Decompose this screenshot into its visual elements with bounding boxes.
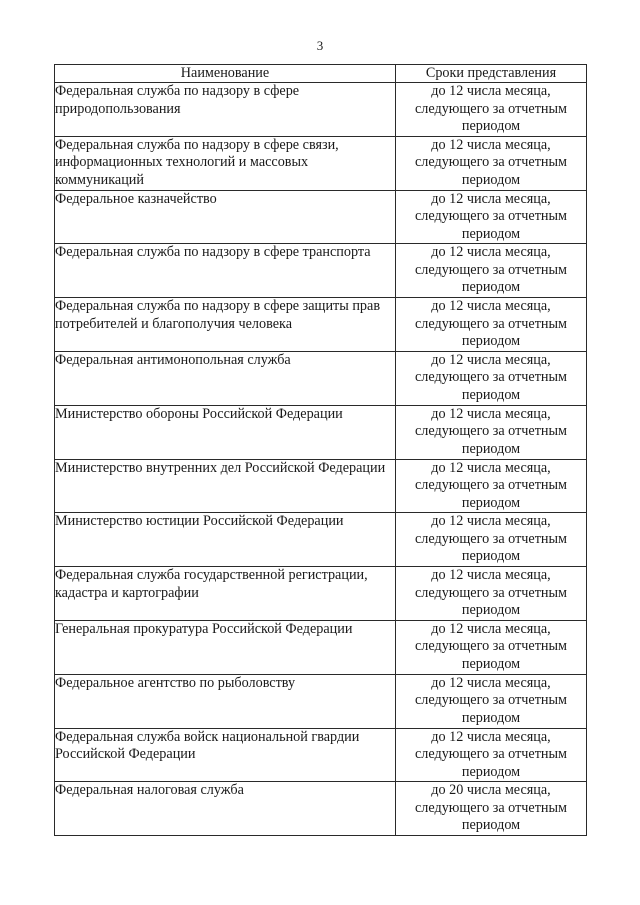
deadline-cell — [396, 298, 587, 352]
deadline-line: следующего за отчетным — [414, 261, 568, 278]
deadline-cell — [396, 674, 587, 728]
table-row — [55, 244, 587, 298]
deadline-cell — [396, 728, 587, 782]
deadline-line: до 12 числа месяца, — [431, 405, 551, 422]
agency-name-cell: Федеральное агентство по рыболовству — [55, 674, 396, 728]
reporting-deadlines-table — [54, 64, 587, 836]
table-row — [55, 405, 587, 459]
deadline-line: периодом — [461, 763, 521, 780]
table-row — [55, 728, 587, 782]
deadline-cell — [396, 405, 587, 459]
deadline-cell — [396, 513, 587, 567]
deadline-cell — [396, 782, 587, 836]
deadline-line: до 12 числа месяца, — [431, 136, 551, 153]
deadline-line: следующего за отчетным — [414, 746, 568, 763]
agency-name-cell: Министерство обороны Российской Федерации — [55, 405, 396, 459]
deadline-cell — [396, 620, 587, 674]
agency-name-cell: Федеральная служба по надзору в сфере защиты прав потребителей и благополучия человека — [55, 298, 396, 352]
table-row — [55, 620, 587, 674]
agency-name-cell: Министерство юстиции Российской Федерации — [55, 513, 396, 567]
column-header-name: Наименование — [55, 65, 396, 83]
deadline-line: до 12 числа месяца, — [431, 459, 551, 476]
deadline-line: периодом — [461, 225, 521, 242]
deadline-line: периодом — [461, 655, 521, 672]
deadline-line: периодом — [461, 709, 521, 726]
table-row — [55, 567, 587, 621]
agency-name-cell: Федеральная служба по надзору в сфере природопользования — [55, 83, 396, 137]
deadline-line: до 12 числа месяца, — [431, 351, 551, 368]
deadline-cell — [396, 190, 587, 244]
agency-name-cell: Федеральное казначейство — [55, 190, 396, 244]
deadline-line: периодом — [461, 171, 521, 188]
table-row — [55, 351, 587, 405]
table-row — [55, 83, 587, 137]
deadline-line: периодом — [461, 279, 521, 296]
deadline-cell — [396, 351, 587, 405]
deadline-line: периодом — [461, 118, 521, 134]
deadline-line: до 12 числа месяца, — [431, 620, 551, 637]
agency-name-cell: Генеральная прокуратура Российской Федерации — [55, 620, 396, 674]
deadline-line: следующего за отчетным — [414, 423, 568, 440]
deadline-line: следующего за отчетным — [414, 369, 568, 386]
table-row — [55, 190, 587, 244]
deadline-line: периодом — [461, 602, 521, 619]
table-row — [55, 298, 587, 352]
page-number: 3 — [316, 38, 324, 53]
deadline-line: следующего за отчетным — [414, 692, 568, 709]
deadline-line: следующего за отчетным — [414, 154, 568, 171]
agency-name-cell: Федеральная служба по надзору в сфере связи, информационных технологий и массовых коммуникаций — [55, 136, 396, 190]
deadline-cell — [396, 244, 587, 298]
agency-name-cell: Федеральная служба войск национальной гвардии Российской Федерации — [55, 728, 396, 782]
deadline-line: периодом — [461, 817, 521, 834]
deadline-line: до 12 числа месяца, — [431, 567, 551, 584]
table-row — [55, 136, 587, 190]
deadline-cell — [396, 136, 587, 190]
table-row — [55, 459, 587, 513]
table-header-row — [55, 65, 587, 83]
agency-name-cell: Федеральная служба государственной регистрации, кадастра и картографии — [55, 567, 396, 621]
deadline-cell — [396, 567, 587, 621]
deadline-line: следующего за отчетным — [414, 530, 568, 547]
deadline-line: до 12 числа месяца, — [431, 298, 551, 315]
deadline-line: до 12 числа месяца, — [431, 190, 551, 207]
deadline-line: следующего за отчетным — [414, 477, 568, 494]
deadline-line: до 12 числа месяца, — [431, 244, 551, 261]
deadline-line: следующего за отчетным — [414, 208, 568, 225]
agency-name-cell: Министерство внутренних дел Российской Федерации — [55, 459, 396, 513]
deadline-cell — [396, 459, 587, 513]
deadline-line: следующего за отчетным — [414, 799, 568, 816]
deadline-line: периодом — [461, 386, 521, 403]
deadline-line: до 12 числа месяца, — [431, 674, 551, 691]
deadline-line: периодом — [461, 548, 521, 565]
table-body — [55, 83, 587, 836]
deadline-line: следующего за отчетным — [414, 638, 568, 655]
column-header-deadline: Сроки представления — [396, 65, 587, 83]
deadline-line: до 20 числа месяца, — [431, 782, 551, 799]
deadline-line: периодом — [461, 440, 521, 457]
deadline-line: следующего за отчетным — [414, 315, 568, 332]
deadline-line: до 12 числа месяца, — [431, 513, 551, 530]
deadline-line: периодом — [461, 494, 521, 511]
deadline-line: следующего за отчетным — [414, 584, 568, 601]
deadline-cell — [396, 83, 587, 137]
deadline-line: до 12 числа месяца, — [431, 728, 551, 745]
table-row — [55, 782, 587, 836]
agency-name-cell: Федеральная налоговая служба — [55, 782, 396, 836]
deadline-line: следующего за отчетным — [414, 100, 568, 117]
agency-name-cell: Федеральная служба по надзору в сфере транспорта — [55, 244, 396, 298]
agency-name-cell: Федеральная антимонопольная служба — [55, 351, 396, 405]
table-row — [55, 513, 587, 567]
deadline-line: периодом — [461, 333, 521, 350]
table-row — [55, 674, 587, 728]
deadline-line: до 12 числа месяца, — [431, 83, 551, 99]
